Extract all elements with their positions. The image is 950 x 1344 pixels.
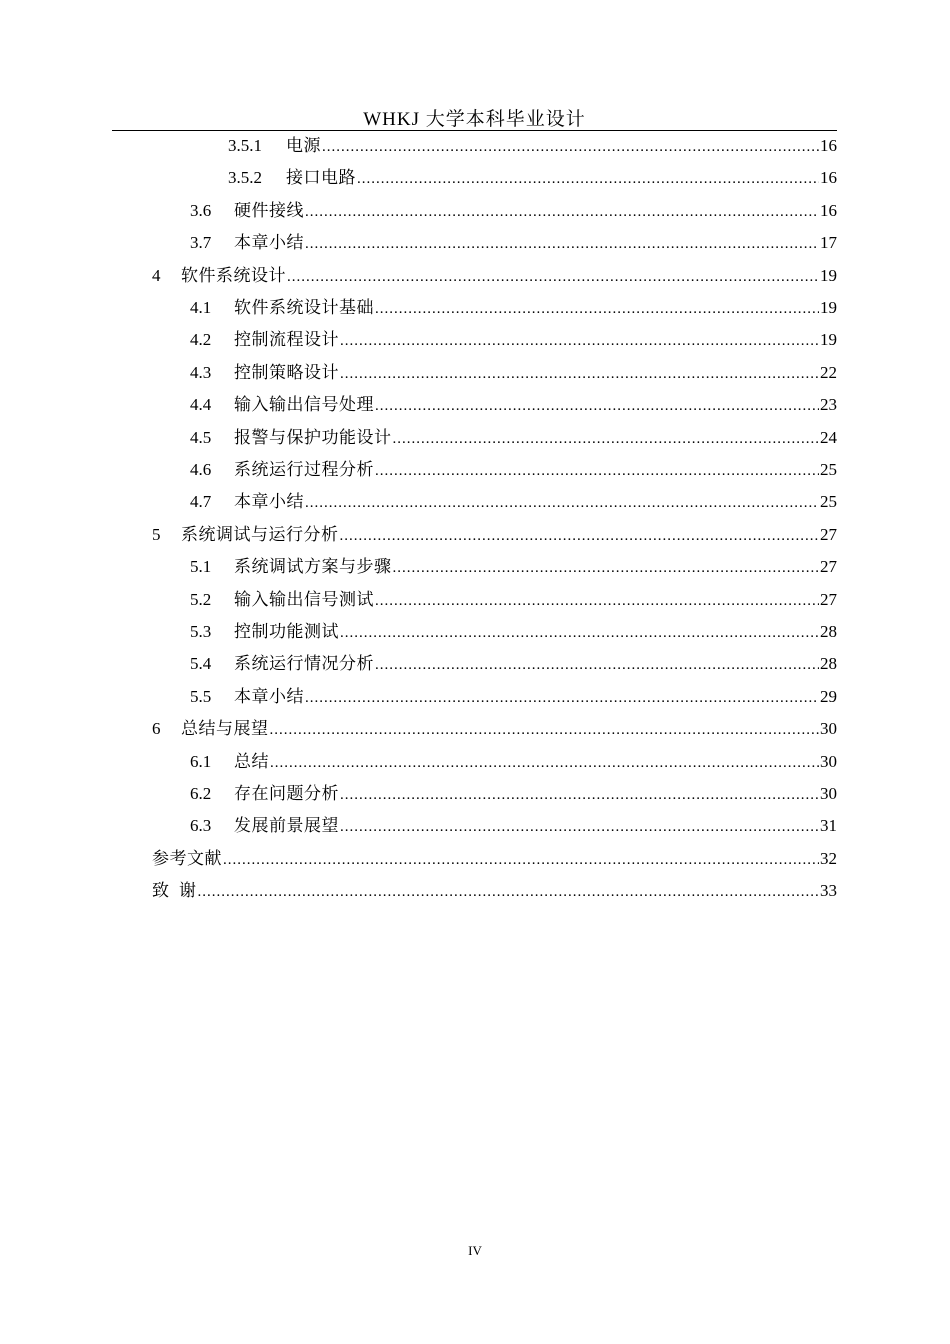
toc-leader-dots	[305, 487, 819, 519]
toc-entry-page: 29	[820, 686, 837, 706]
toc-entry-title: 接口电路	[286, 168, 356, 188]
toc-leader-dots	[340, 325, 819, 357]
toc-entry-title: 本章小结	[234, 686, 304, 706]
toc-entry[interactable]	[0, 260, 950, 292]
toc-entry-title: 控制策略设计	[234, 362, 339, 382]
toc-entry-title: 发展前景展望	[234, 816, 339, 836]
toc-leader-dots	[198, 876, 820, 908]
toc-entry-page: 31	[820, 816, 837, 836]
toc-leader-dots	[393, 552, 820, 584]
toc-entry[interactable]	[0, 227, 950, 259]
toc-entry[interactable]	[0, 875, 950, 907]
toc-entry[interactable]	[0, 584, 950, 616]
toc-leader-dots	[340, 520, 820, 552]
toc-entry-title: 参考文献	[152, 848, 222, 868]
toc-leader-dots	[375, 455, 819, 487]
toc-entry[interactable]	[0, 810, 950, 842]
toc-leader-dots	[340, 779, 819, 811]
toc-entry-number: 6.1	[190, 751, 212, 771]
page-number: IV	[468, 1243, 482, 1258]
toc-entry-page: 19	[820, 330, 837, 350]
toc-entry-page: 30	[820, 784, 837, 803]
toc-entry-title: 硬件接线	[234, 200, 304, 220]
toc-entry-title: 总结与展望	[181, 719, 269, 739]
toc-entry[interactable]	[0, 292, 950, 324]
toc-entry-title: 软件系统设计基础	[234, 298, 374, 317]
toc-entry-page: 27	[820, 589, 837, 609]
toc-leader-dots	[340, 617, 819, 649]
toc-entry[interactable]	[0, 486, 950, 518]
toc-entry-number: 5.4	[190, 654, 212, 674]
toc-entry-title: 系统运行情况分析	[234, 654, 374, 674]
toc-entry-title: 电源	[286, 136, 321, 155]
toc-entry-page: 27	[820, 524, 837, 544]
toc-entry[interactable]	[0, 519, 950, 551]
toc-entry-title: 本章小结	[234, 233, 304, 253]
page-header: WHKJ 大学本科毕业设计	[363, 109, 586, 130]
toc-entry-page: 28	[820, 622, 837, 641]
toc-entry-number: 5.1	[190, 557, 212, 577]
toc-entry[interactable]	[0, 648, 950, 680]
toc-entry-page: 23	[820, 395, 837, 415]
toc-entry[interactable]	[0, 389, 950, 421]
toc-entry[interactable]	[0, 713, 950, 745]
toc-entry-title: 控制功能测试	[234, 622, 339, 641]
toc-entry[interactable]	[0, 746, 950, 778]
toc-entry[interactable]	[0, 843, 950, 875]
toc-entry[interactable]	[0, 551, 950, 583]
toc-entry-title: 总结	[234, 751, 269, 771]
toc-entry-title: 输入输出信号处理	[234, 395, 374, 415]
toc-entry-number: 4.7	[190, 492, 212, 512]
toc-entry[interactable]	[0, 195, 950, 227]
toc-entry-number: 3.5.1	[228, 136, 262, 155]
toc-leader-dots	[305, 228, 819, 260]
toc-entry-page: 16	[820, 200, 837, 220]
toc-entry-page: 16	[820, 136, 837, 155]
toc-entry-number: 3.6	[190, 200, 212, 220]
toc-entry-title: 系统运行过程分析	[234, 460, 374, 479]
toc-leader-dots	[375, 585, 819, 617]
toc-entry-page: 19	[820, 265, 837, 285]
toc-entry[interactable]	[0, 454, 950, 486]
toc-entry-page: 22	[820, 362, 837, 382]
toc-leader-dots	[223, 844, 819, 876]
toc-entry-title: 存在问题分析	[234, 784, 339, 803]
toc-entry-number: 4.1	[190, 298, 212, 317]
toc-leader-dots	[287, 261, 819, 293]
toc-entry-page: 30	[820, 719, 837, 739]
toc-leader-dots	[270, 714, 820, 746]
toc-leader-dots	[375, 390, 819, 422]
toc-entry-number: 4.2	[190, 330, 212, 350]
toc-entry-title: 报警与保护功能设计	[234, 427, 392, 447]
toc-entry-page: 17	[820, 233, 837, 253]
toc-entry[interactable]	[0, 616, 950, 648]
toc-entry[interactable]	[0, 130, 950, 162]
toc-entry-number: 6.2	[190, 784, 212, 803]
toc-leader-dots	[270, 747, 819, 779]
toc-entry-number: 4.6	[190, 460, 212, 479]
toc-entry-page: 33	[820, 881, 837, 901]
toc-entry-number: 5.3	[190, 622, 212, 641]
toc-entry-number: 6.3	[190, 816, 212, 836]
toc-leader-dots	[375, 649, 819, 681]
toc-entry-page: 16	[820, 168, 837, 188]
toc-entry-number: 5.5	[190, 686, 212, 706]
toc-entry-page: 25	[820, 492, 837, 512]
toc-leader-dots	[305, 682, 819, 714]
toc-entry[interactable]	[0, 162, 950, 194]
toc-entry-page: 25	[820, 460, 837, 479]
toc-leader-dots	[322, 131, 819, 163]
toc-entry-number: 5	[152, 524, 161, 544]
toc-entry-title: 输入输出信号测试	[234, 589, 374, 609]
toc-entry-page: 30	[820, 751, 837, 771]
toc-leader-dots	[340, 358, 819, 390]
toc-entry-page: 32	[820, 848, 837, 868]
toc-entry-title: 控制流程设计	[234, 330, 339, 350]
toc-entry-page: 28	[820, 654, 837, 674]
toc-leader-dots	[305, 196, 819, 228]
toc-entry[interactable]	[0, 357, 950, 389]
toc-entry-number: 3.5.2	[228, 168, 262, 188]
toc-leader-dots	[393, 423, 820, 455]
toc-entry[interactable]	[0, 324, 950, 356]
toc-entry-page: 24	[820, 427, 837, 447]
toc-entry-number: 6	[152, 719, 161, 739]
toc-entry-number: 4.3	[190, 362, 212, 382]
toc-entry-page: 27	[820, 557, 837, 577]
toc-entry-title: 软件系统设计	[181, 265, 286, 285]
toc-entry-number: 5.2	[190, 589, 212, 609]
toc-leader-dots	[340, 811, 819, 843]
toc-entry-title: 系统调试方案与步骤	[234, 557, 392, 577]
toc-entry-page: 19	[820, 298, 837, 317]
toc-entry-title: 系统调试与运行分析	[181, 524, 339, 544]
toc-entry[interactable]	[0, 422, 950, 454]
toc-entry[interactable]	[0, 778, 950, 810]
toc-entry-title: 本章小结	[234, 492, 304, 512]
toc-entry-number: 4.5	[190, 427, 212, 447]
toc-entry-number: 3.7	[190, 233, 212, 253]
toc-entry-title: 致 谢	[152, 881, 197, 901]
toc-leader-dots	[357, 163, 819, 195]
toc-leader-dots	[375, 293, 819, 325]
toc-entry-number: 4	[152, 265, 161, 285]
toc-entry-number: 4.4	[190, 395, 212, 415]
toc-entry[interactable]	[0, 681, 950, 713]
